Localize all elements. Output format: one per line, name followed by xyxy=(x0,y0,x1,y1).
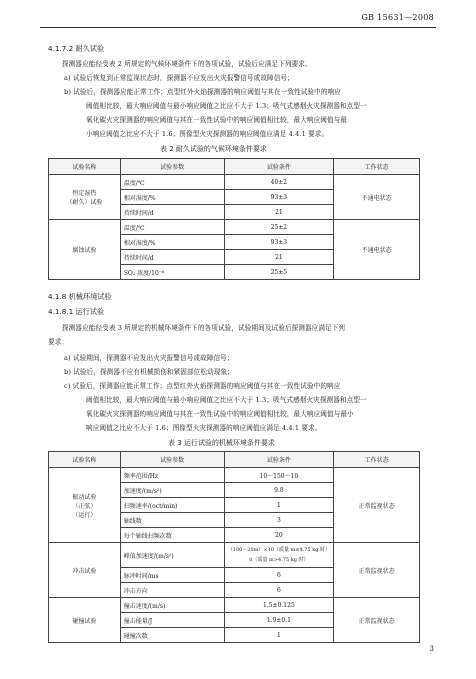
collision-name: 碰撞试验 xyxy=(49,598,121,643)
col-test-condition: 试验条件 xyxy=(224,159,334,175)
table-row xyxy=(49,598,420,613)
table3 xyxy=(48,451,420,643)
state-cell: 不通电状态 xyxy=(334,220,420,280)
condition-cell: 6 xyxy=(224,583,334,598)
col-work-state: 工作状态 xyxy=(334,159,420,175)
table-row xyxy=(49,175,420,190)
condition-cell: 10～150～10 xyxy=(224,468,334,483)
table-row xyxy=(49,468,420,483)
condition-cell: 1 xyxy=(224,628,334,643)
section-4181-line: 探测器应能经受表 3 所规定的机械环境条件下的各项试验，试验期间及试验后探测器应满足下列 xyxy=(62,324,346,332)
param-cell: 频率范围/Hz xyxy=(120,468,224,483)
state-cell: 不通电状态 xyxy=(334,175,420,220)
item-b-line2: 阈值相比较，最大响应阈值与最小响应阈值之比应不大于 1.3；吸气式感烟火灾探测器和点型一 xyxy=(86,102,367,110)
param-cell: 碰撞次数 xyxy=(120,628,224,643)
item-b-line3: 氧化碳火灾探测器的响应阈值与其在一致性试验中的响应阈值相比较，最大响应阈值与最 xyxy=(86,116,348,124)
param-cell: 加速度/(m/s²) xyxy=(120,483,224,498)
section-4181-title: 4.1.8.1 运行试验 xyxy=(48,307,105,316)
section-418-title: 4.1.8 机械环境试验 xyxy=(48,292,112,301)
param-cell: 冲击方向 xyxy=(120,583,224,598)
col-test-condition: 试验条件 xyxy=(224,452,334,468)
section-4172-title: 4.1.7.2 耐久试验 xyxy=(48,44,105,53)
section-4181-line: 要求： xyxy=(48,338,69,346)
condition-cell: 1 xyxy=(224,498,334,513)
condition-cell: 6 xyxy=(224,568,334,583)
table3-caption: 表 3 运行试验的机械环境条件要求 xyxy=(168,439,275,447)
col-test-name: 试验名称 xyxy=(49,159,121,175)
condition-cell: 25±5 xyxy=(224,265,334,280)
state-cell: 正常监视状态 xyxy=(334,543,420,598)
col-test-param: 试验参数 xyxy=(120,159,224,175)
table-row xyxy=(49,543,420,568)
param-cell: 撞击能量/J xyxy=(120,613,224,628)
item-a: a) 试验后恢复到正常监视状态时，探测器不应发出火灾报警信号或故障信号； xyxy=(64,74,294,82)
param-cell: 撞击速度/(m/s) xyxy=(120,598,224,613)
vibration-name: 振动试验 （正弦） （运行） xyxy=(49,468,121,543)
state-cell: 正常监视状态 xyxy=(334,598,420,643)
param-cell: 相对湿度/% xyxy=(120,190,224,205)
condition-cell: 25±2 xyxy=(224,220,334,235)
condition-cell: 93±3 xyxy=(224,190,334,205)
table-row xyxy=(49,220,420,235)
table-header-row xyxy=(49,452,420,468)
condition-cell: 21 xyxy=(224,250,334,265)
param-cell: 扫频速率/(oct/min) xyxy=(120,498,224,513)
param-cell: 持续时间/d xyxy=(120,250,224,265)
damp-heat-name: 恒定湿热 （耐久）试验 xyxy=(49,175,121,220)
condition-cell: 1.5±0.125 xyxy=(224,598,334,613)
condition-cell: 40±2 xyxy=(224,175,334,190)
param-cell: 轴线数 xyxy=(120,513,224,528)
param-cell: 相对湿度/% xyxy=(120,235,224,250)
section-4181-line: 氧化碳火灾探测器的响应阈值与其在一致性试验中的响应阈值相比较，最大响应阈值与最小 xyxy=(86,410,354,418)
param-cell: 温度/℃ xyxy=(120,175,224,190)
table2-caption: 表 2 耐久试验的气候环境条件要求 xyxy=(160,145,267,153)
col-test-param: 试验参数 xyxy=(120,452,224,468)
section-4172-intro: 探测器应能经受表 2 所规定的气候环境条件下的各项试验，试验后应满足下列要求。 xyxy=(62,60,312,68)
condition-cell: 1.9±0.1 xyxy=(224,613,334,628)
param-cell: 持续时间/d xyxy=(120,205,224,220)
section-4181-line: 响应阈值之比应不大于 1.6；图像型火灾探测器的响应阈值应满足 4.4.1 要求。 xyxy=(86,424,322,432)
condition-cell: 21 xyxy=(224,205,334,220)
page-number: 3 xyxy=(429,645,434,653)
section-4181-line: 阈值相比较，最大响应阈值与最小响应阈值之比应不大于 1.3；吸气式感烟火灾探测器和点型一 xyxy=(86,396,367,404)
impact-name: 冲击试验 xyxy=(49,543,121,598)
condition-cell: 20 xyxy=(224,528,334,543)
param-cell: 峰值加速度/(m/s²) xyxy=(120,543,224,568)
section-4181-line: b) 试验后，探测器不应有机械损伤和紧固部位松动现象； xyxy=(64,368,234,376)
col-test-name: 试验名称 xyxy=(49,452,121,468)
table2 xyxy=(48,158,420,280)
col-work-state: 工作状态 xyxy=(334,452,420,468)
item-b-line4: 小响应阈值之比应不大于 1.6；图像型火灾探测器的响应阈值应满足 4.4.1 要求。 xyxy=(86,130,329,138)
header-rule xyxy=(40,27,436,28)
section-4181-line: c) 试验后，探测器应能正常工作；点型红外火焰探测器的响应阈值与其在一致性试验中的响应 xyxy=(64,382,341,390)
param-cell: 温度/℃ xyxy=(120,220,224,235)
corrosion-name: 腐蚀试验 xyxy=(49,220,121,280)
param-cell: 脉冲时间/ms xyxy=(120,568,224,583)
state-cell: 正常监视状态 xyxy=(334,468,420,543)
param-cell: 每个轴线扫频次数 xyxy=(120,528,224,543)
table-header-row xyxy=(49,159,420,175)
condition-cell: 9.8 xyxy=(224,483,334,498)
condition-cell: （100－20m）×10（质量 m≤4.75 kg 时） 0（质量 m>4.75 kg 时） xyxy=(224,543,334,568)
section-4181-line: a) 试验期间，探测器不应发出火灾报警信号或故障信号； xyxy=(64,354,234,362)
standard-number: GB 15631—2008 xyxy=(361,13,434,22)
item-b-line1: b) 试验后，探测器应能正常工作；点型红外火焰探测器的响应阈值与其在一致性试验中的响应 xyxy=(64,88,341,96)
condition-cell: 93±3 xyxy=(224,235,334,250)
param-cell: SO₂ 浓度/10⁻⁶ xyxy=(120,265,224,280)
condition-cell: 3 xyxy=(224,513,334,528)
